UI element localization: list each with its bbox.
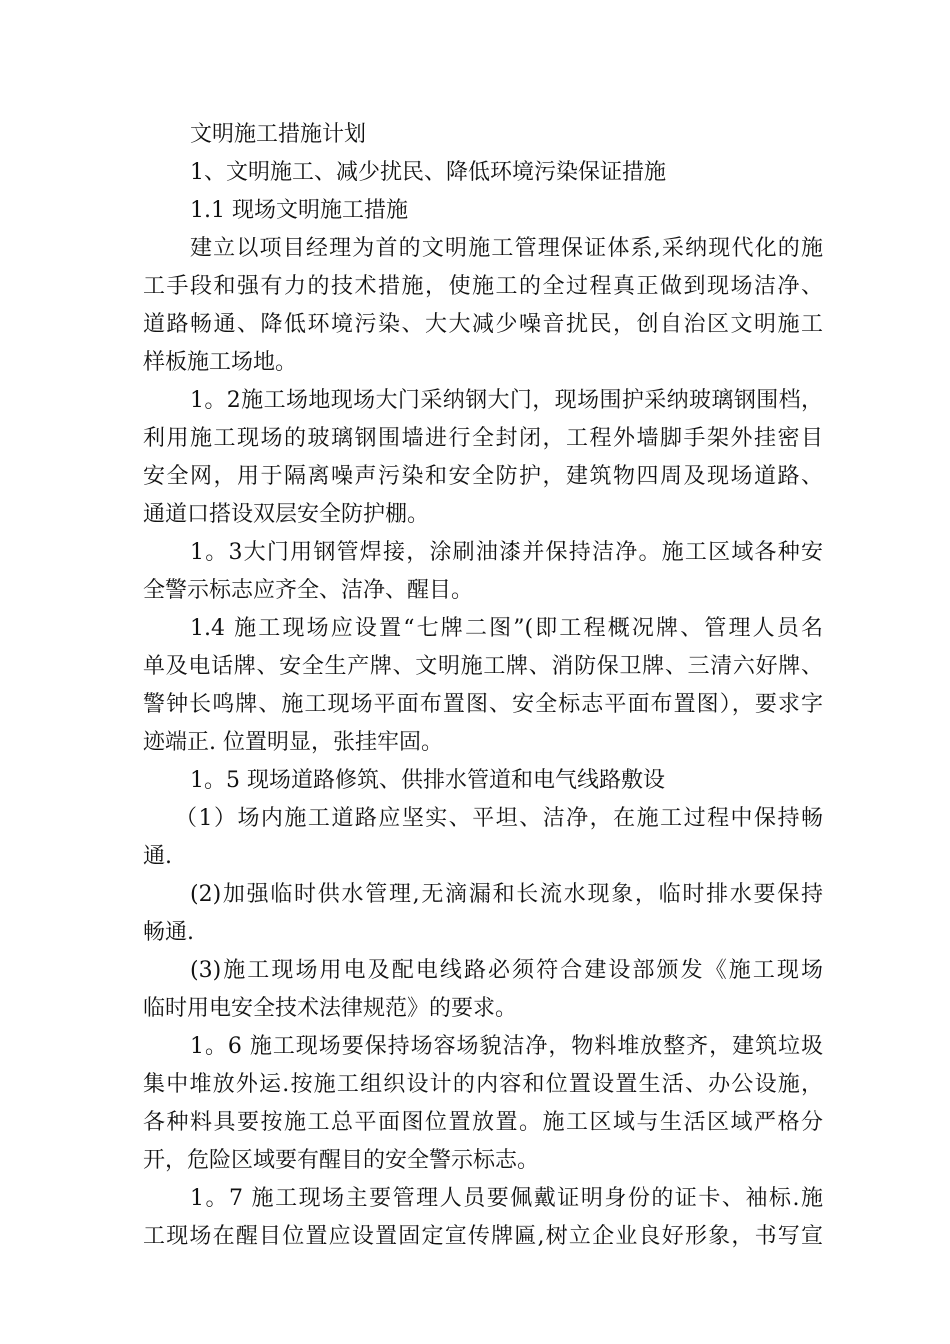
paragraph-line: 道路畅通、降低环境污染、大大减少噪音扰民，创自治区文明施工: [143, 312, 823, 337]
paragraph-line: 利用施工现场的玻璃钢围墙进行全封闭，工程外墙脚手架外挂密目: [143, 426, 823, 451]
subsection-heading: 1.1 现场文明施工措施: [190, 198, 408, 223]
paragraph-line: 1。3大门用钢管焊接，涂刷油漆并保持洁净。施工区域各种安: [190, 540, 823, 565]
paragraph-line: 建立以项目经理为首的文明施工管理保证体系,采纳现代化的施: [190, 236, 823, 261]
paragraph-line: 迹端正. 位置明显，张挂牢固。: [143, 730, 443, 755]
subsection-heading: 1。5 现场道路修筑、供排水管道和电气线路敷设: [190, 768, 665, 793]
paragraph-line: 畅通.: [143, 920, 194, 945]
paragraph-line: 安全网，用于隔离噪声污染和安全防护，建筑物四周及现场道路、: [143, 464, 823, 489]
paragraph-line: 通.: [143, 844, 172, 869]
section-heading: 1、文明施工、减少扰民、降低环境污染保证措施: [190, 160, 666, 185]
paragraph-line: （1）场内施工道路应坚实、平坦、洁净，在施工过程中保持畅: [175, 806, 823, 831]
document-title: 文明施工措施计划: [190, 122, 367, 147]
paragraph-line: 1。2施工场地现场大门采纳钢大门，现场围护采纳玻璃钢围档，: [190, 388, 823, 413]
paragraph-line: 1。6 施工现场要保持场容场貌洁净，物料堆放整齐，建筑垃圾: [190, 1034, 823, 1059]
paragraph-line: 样板施工场地。: [143, 350, 298, 375]
paragraph-line: 警钟长鸣牌、施工现场平面布置图、安全标志平面布置图），要求字: [143, 692, 823, 717]
paragraph-line: 1.4 施工现场应设置“七牌二图”(即工程概况牌、管理人员名: [190, 616, 823, 641]
paragraph-line: 单及电话牌、安全生产牌、文明施工牌、消防保卫牌、三清六好牌、: [143, 654, 823, 679]
paragraph-line: (2)加强临时供水管理,无滴漏和长流水现象，临时排水要保持: [190, 882, 823, 907]
paragraph-line: 工手段和强有力的技术措施，使施工的全过程真正做到现场洁净、: [143, 274, 823, 299]
paragraph-line: (3)施工现场用电及配电线路必须符合建设部颁发《施工现场: [190, 958, 823, 983]
paragraph-line: 通道口搭设双层安全防护棚。: [143, 502, 430, 527]
paragraph-line: 工现场在醒目位置应设置固定宣传牌匾,树立企业良好形象，书写宣: [143, 1224, 823, 1249]
paragraph-line: 开，危险区域要有醒目的安全警示标志。: [143, 1148, 540, 1173]
paragraph-line: 各种料具要按施工总平面图位置放置。施工区域与生活区域严格分: [143, 1110, 823, 1135]
paragraph-line: 全警示标志应齐全、洁净、醒目。: [143, 578, 474, 603]
paragraph-line: 临时用电安全技术法律规范》的要求。: [143, 996, 518, 1021]
paragraph-line: 1。7 施工现场主要管理人员要佩戴证明身份的证卡、袖标.施: [190, 1186, 823, 1211]
paragraph-line: 集中堆放外运.按施工组织设计的内容和位置设置生活、办公设施，: [143, 1072, 823, 1097]
